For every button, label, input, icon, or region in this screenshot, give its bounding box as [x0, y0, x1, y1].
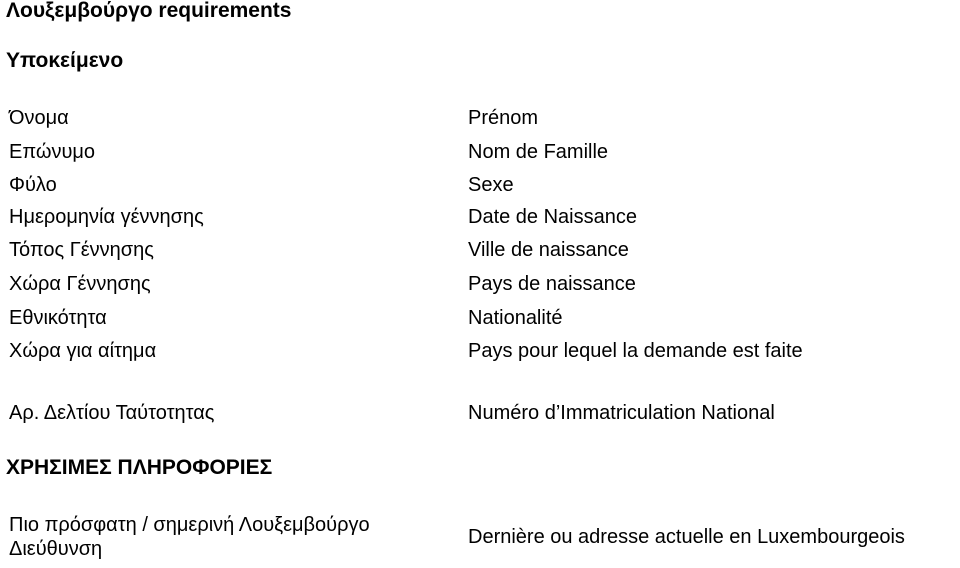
field-label-greek: Επώνυμο	[9, 141, 96, 163]
field-label-french: Pays pour lequel la demande est faite	[468, 340, 803, 362]
field-label-greek: Αρ. Δελτίου Ταύτοτητας	[9, 402, 215, 424]
subject-heading: Υποκείμενο	[6, 49, 124, 72]
field-label-greek: Τόπος Γέννησης	[9, 239, 154, 261]
field-label-greek: Ημερομηνία γέννησης	[9, 206, 204, 228]
address-label-greek-line2: Διεύθυνση	[9, 538, 103, 560]
field-label-french: Sexe	[468, 174, 514, 196]
field-label-greek: Χώρα Γέννησης	[9, 273, 151, 295]
field-label-french: Ville de naissance	[468, 239, 629, 261]
page-title: Λουξεμβούργο requirements	[6, 0, 292, 22]
field-label-french: Date de Naissance	[468, 206, 637, 228]
address-label-greek-line1: Πιο πρόσφατη / σημερινή Λουξεμβούργο	[9, 514, 370, 536]
useful-info-heading: ΧΡΗΣΙΜΕΣ ΠΛΗΡΟΦΟΡΙΕΣ	[6, 456, 273, 479]
field-label-french: Nationalité	[468, 307, 563, 329]
address-label-french: Dernière ou adresse actuelle en Luxembourgeois	[468, 526, 905, 548]
field-label-french: Pays de naissance	[468, 273, 636, 295]
field-label-greek: Φύλο	[9, 174, 57, 196]
field-label-french: Numéro d’Immatriculation National	[468, 402, 775, 424]
field-label-greek: Χώρα για αίτημα	[9, 340, 157, 362]
field-label-french: Nom de Famille	[468, 141, 609, 163]
field-label-french: Prénom	[468, 107, 539, 129]
field-label-greek: Εθνικότητα	[9, 307, 107, 329]
field-label-greek: Όνομα	[9, 107, 69, 129]
